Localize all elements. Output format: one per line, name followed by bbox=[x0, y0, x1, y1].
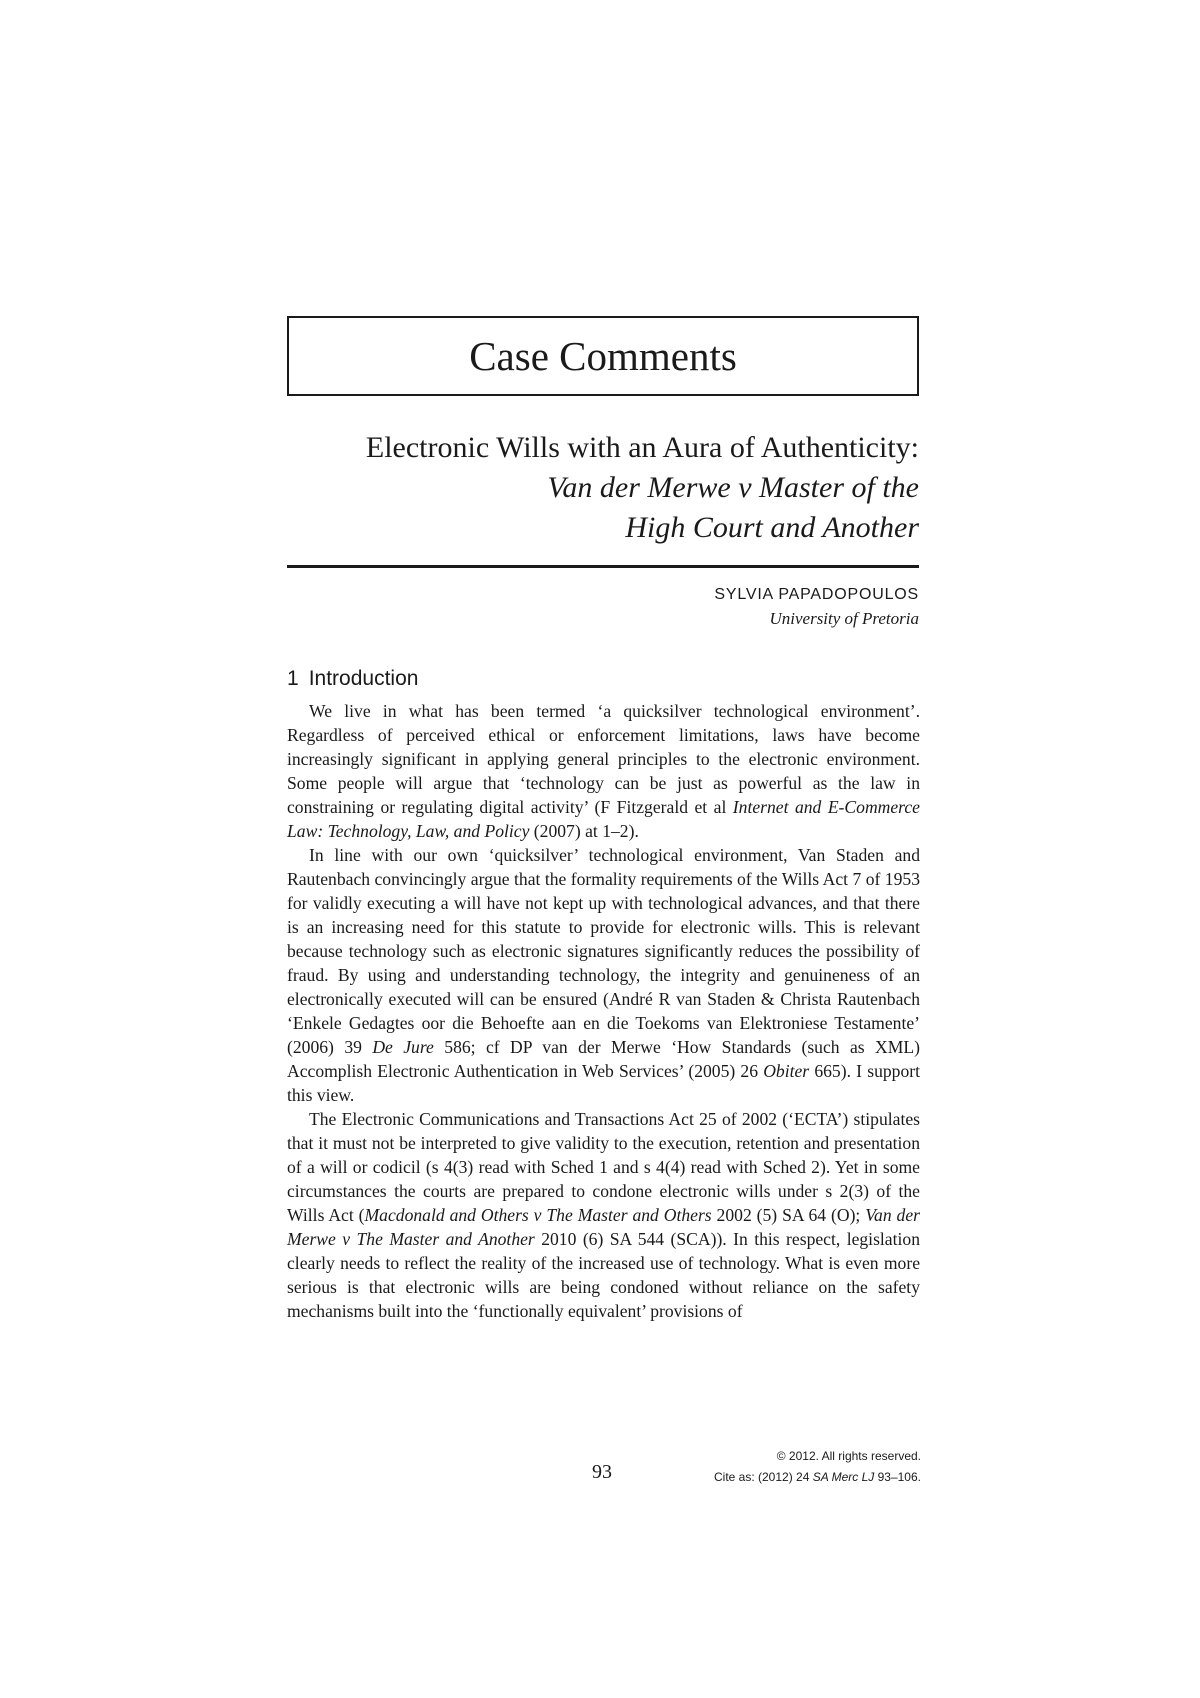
cite-journal: SA Merc LJ bbox=[812, 1470, 875, 1484]
paragraph-2-text-e: 665). I support this view. bbox=[287, 1061, 921, 1105]
case-name-line-2: High Court and Another bbox=[625, 511, 919, 544]
section-banner-title: Case Comments bbox=[469, 333, 737, 379]
author-affiliation: University of Pretoria bbox=[769, 609, 919, 628]
paragraph-3-case-2: Van der Merwe v The Master and Another bbox=[287, 1205, 920, 1249]
paragraph-1-citation-title: Internet and E-Commerce Law: Technology, Law, and Policy bbox=[287, 797, 920, 841]
author-name: SYLVIA PAPADOPOULOS bbox=[714, 586, 919, 603]
body-text bbox=[287, 699, 920, 1323]
paragraph-3-case-1: Macdonald and Others v The Master and Others bbox=[364, 1205, 712, 1225]
cite-prefix: Cite as: (2012) 24 bbox=[713, 1470, 813, 1484]
copyright-notice: © 2012. All rights reserved. bbox=[776, 1449, 921, 1463]
article-title-block bbox=[287, 428, 919, 548]
section-heading bbox=[287, 667, 418, 691]
paragraph-1-text-a: We live in what has been termed ‘a quicksilver technological environment’. Regardless of perceived ethical or enforcement limitations, laws have become increasingly significant in applying general principles to the electronic environment. Some people will argue that ‘technology can be just as powerful as the law in constraining or regulating digital activity’ (F Fitzgerald et al bbox=[287, 701, 920, 817]
author-block bbox=[287, 583, 919, 631]
cite-line bbox=[714, 1467, 921, 1488]
paragraph-1-text-c: (2007) at 1–2). bbox=[529, 821, 639, 841]
section-title: Introduction bbox=[308, 667, 419, 690]
paragraph-2-journal-1: De Jure bbox=[372, 1037, 434, 1057]
cite-suffix: 93–106. bbox=[874, 1470, 921, 1484]
section-number: 1 bbox=[287, 667, 299, 690]
paragraph-3-text-a: The Electronic Communications and Transactions Act 25 of 2002 (‘ECTA’) stipulates that it must not be interpreted to give validity to the execution, retention and presentation of a will or codicil (s 4(3) read with Sched 1 and s 4(4) read with Sched 2). Yet in some circumstances the courts are prepared to condone electronic wills under s 2(3) of the Wills Act ( bbox=[287, 1109, 920, 1225]
paragraph-3 bbox=[287, 1107, 920, 1323]
case-name-line-1: Van der Merwe v Master of the bbox=[547, 471, 919, 504]
paragraph-2-text-c: 586; cf DP van der Merwe ‘How Standards (such as XML) Accomplish Electronic Authentication in Web Services’ (2005) 26 bbox=[287, 1037, 920, 1081]
paragraph-1 bbox=[287, 699, 920, 843]
footer-citation bbox=[714, 1446, 921, 1488]
paragraph-3-text-c: 2002 (5) SA 64 (O); bbox=[711, 1205, 866, 1225]
paragraph-2-text-a: In line with our own ‘quicksilver’ technological environment, Van Staden and Rautenbach convincingly argue that the formality requirements of the Wills Act 7 of 1953 for validly executing a will have not kept up with technological advances, and that there is an increasing need for this statute to provide for electronic wills. This is relevant because technology such as electronic signatures significantly reduces the possibility of fraud. By using and understanding technology, the integrity and genuineness of an electronically executed will can be ensured (André R van Staden & Christa Rautenbach ‘Enkele Gedagtes oor die Behoefte aan en die Toekoms van Elektroniese Testamente’ (2006) 39 bbox=[287, 845, 920, 1057]
paragraph-2 bbox=[287, 843, 920, 1107]
section-banner bbox=[287, 316, 919, 396]
paragraph-3-text-e: 2010 (6) SA 544 (SCA)). In this respect, legislation clearly needs to reflect the reality of the increased use of technology. What is even more serious is that electronic wills are being condoned without reliance on the safety mechanisms built into the ‘functionally equivalent’ provisions of bbox=[287, 1229, 920, 1321]
title-divider bbox=[287, 565, 919, 568]
page-number: 93 bbox=[592, 1461, 612, 1483]
paragraph-2-journal-2: Obiter bbox=[763, 1061, 810, 1081]
article-title: Electronic Wills with an Aura of Authenticity: bbox=[365, 431, 919, 464]
